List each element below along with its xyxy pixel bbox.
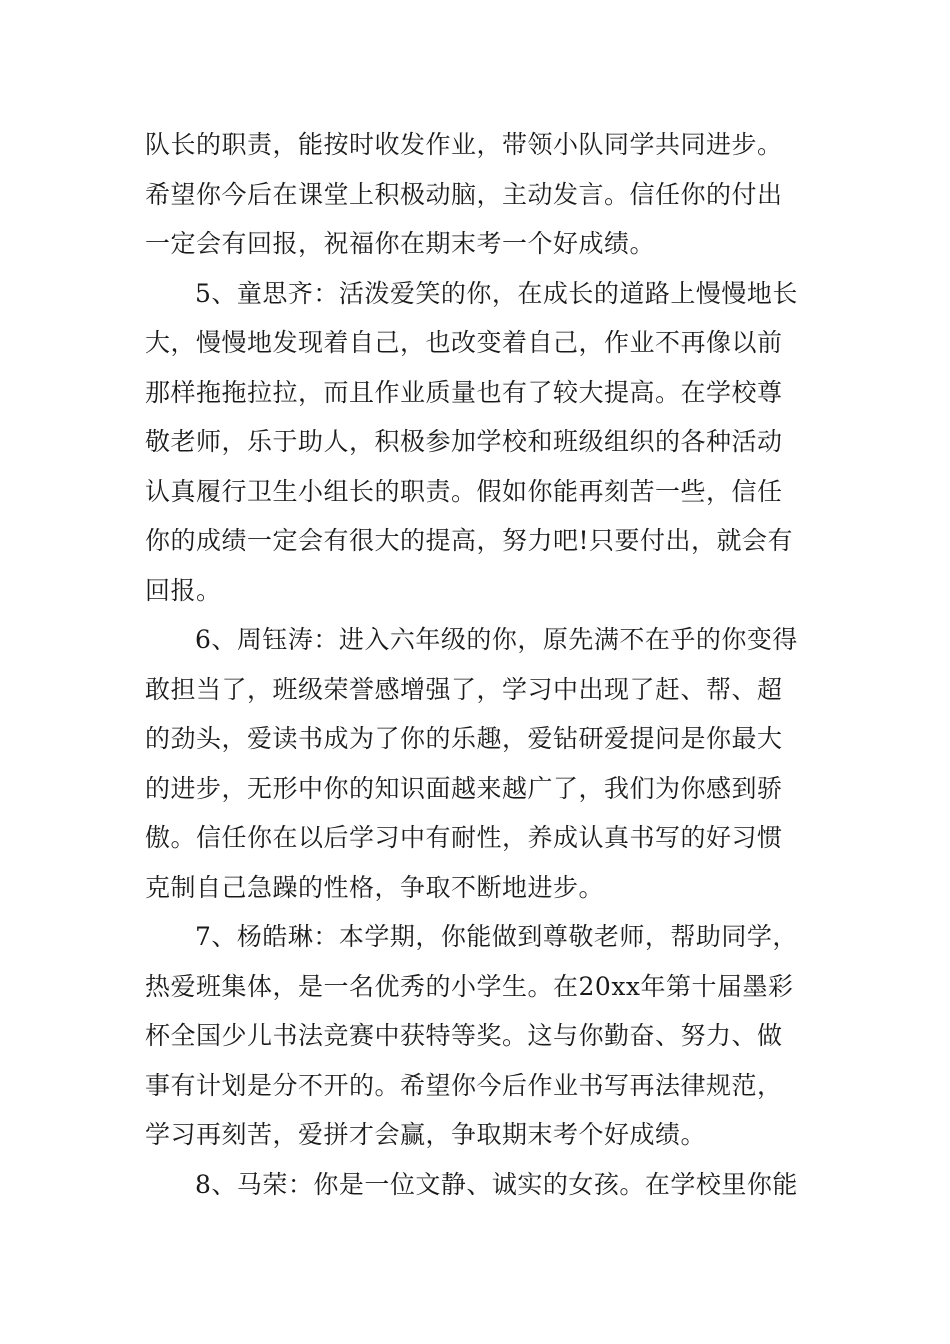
text-line: 杯全国少儿书法竞赛中获特等奖。这与你勤奋、努力、做: [145, 1021, 783, 1050]
text-line: 事有计划是分不开的。希望你今后作业书写再法律规范，: [145, 1070, 783, 1100]
text-line: 那样拖拖拉拉，而且作业质量也有了较大提高。在学校尊: [145, 377, 783, 407]
text-line: 大，慢慢地发现着自己，也改变着自己，作业不再像以前: [145, 328, 783, 357]
text-line: 敬老师，乐于助人，积极参加学校和班级组织的各种活动: [145, 427, 783, 456]
text-line: 一定会有回报，祝福你在期末考一个好成绩。: [145, 229, 656, 258]
text-line: 傲。信任你在以后学习中有耐性，养成认真书写的好习惯: [145, 823, 783, 852]
text-line: 回报。: [145, 575, 222, 605]
text-line: 的劲头，爱读书成为了你的乐趣，爱钻研爱提问是你最大: [145, 724, 783, 753]
text-line: 敢担当了，班级荣誉感增强了，学习中出现了赶、帮、超: [145, 674, 783, 704]
paragraph-start-line: 7、杨皓琳：本学期，你能做到尊敬老师，帮助同学，: [195, 922, 798, 951]
paragraph-start-line: 6、周钰涛：进入六年级的你，原先满不在乎的你变得: [195, 625, 798, 654]
text-line: 学习再刻苦，爱拼才会赢，争取期末考个好成绩。: [145, 1120, 707, 1149]
paragraph-start-line: 8、马荣：你是一位文静、诚实的女孩。在学校里你能: [195, 1169, 798, 1199]
paragraph-start-line: 5、童思齐：活泼爱笑的你，在成长的道路上慢慢地长: [195, 278, 798, 308]
text-line: 队长的职责，能按时收发作业，带领小队同学共同进步。: [145, 130, 783, 159]
document-body: [145, 120, 810, 1209]
text-line: 认真履行卫生小组长的职责。假如你能再刻苦一些，信任: [145, 476, 783, 506]
text-line: 的进步，无形中你的知识面越来越广了，我们为你感到骄: [145, 773, 783, 803]
text-line: 克制自己急躁的性格，争取不断地进步。: [145, 872, 605, 902]
text-line: 希望你今后在课堂上积极动脑，主动发言。信任你的付出: [145, 179, 783, 209]
text-line: 热爱班集体，是一名优秀的小学生。在20xx年第十届墨彩: [145, 971, 794, 1001]
text-line: 你的成绩一定会有很大的提高，努力吧!只要付出，就会有: [145, 526, 794, 555]
